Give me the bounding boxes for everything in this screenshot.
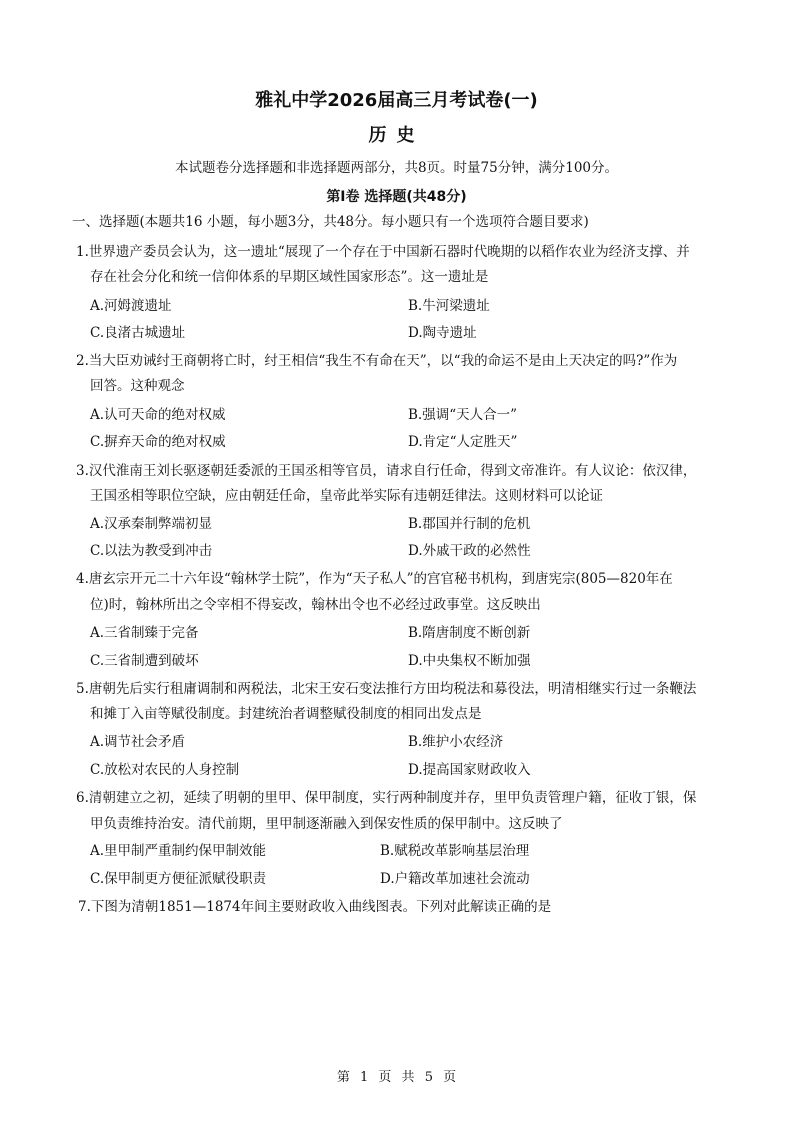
question-4-option-c: C.三省制遭到破坏 bbox=[90, 653, 199, 669]
question-4-option-d: D.中央集权不断加强 bbox=[408, 653, 531, 669]
exam-intro: 本试题卷分选择题和非选择题两部分，共8页。时量75分钟，满分100分。 bbox=[174, 160, 619, 176]
question-3-option-a: A.汉承秦制弊端初显 bbox=[90, 516, 213, 532]
question-6-option-b: B.赋税改革影响基层治理 bbox=[380, 843, 530, 859]
question-5-line-1: 5.唐朝先后实行租庸调制和两税法，北宋王安石变法推行方田均税法和募役法，明清相继实行过一条鞭法 bbox=[76, 681, 697, 697]
question-3-line-2: 王国丞相等职位空缺，应由朝廷任命，皇帝此举实际有违朝廷律法。这则材料可以论证 bbox=[90, 488, 603, 504]
question-3-option-b: B.郡国并行制的危机 bbox=[408, 516, 531, 532]
question-1-option-a: A.河姆渡遗址 bbox=[90, 298, 172, 314]
question-6-option-a: A.里甲制严重制约保甲制效能 bbox=[90, 843, 267, 859]
page-footer: 第 1 页 共 5 页 bbox=[336, 1070, 457, 1085]
question-2-option-a: A.认可天命的绝对权威 bbox=[90, 407, 226, 423]
question-5-option-c: C.放松对农民的人身控制 bbox=[90, 762, 240, 778]
question-2-option-d: D.肯定“人定胜天” bbox=[408, 434, 518, 450]
instructions: 一、选择题(本题共16 小题，每小题3分，共48分。每小题只有一个选项符合题目要求) bbox=[72, 214, 589, 230]
question-2-line-1: 2.当大臣劝诫纣王商朝将亡时，纣王相信“我生不有命在天”，以“我的命运不是由上天决定的吗?”作为 bbox=[76, 353, 678, 369]
question-1-option-d: D.陶寺遗址 bbox=[408, 325, 477, 341]
question-6-line-2: 甲负责维持治安。清代前期，里甲制逐渐融入到保安性质的保甲制中。这反映了 bbox=[90, 816, 563, 832]
question-7-line-1: 7.下图为清朝1851—1874年间主要财政收入曲线图表。下列对此解读正确的是 bbox=[78, 899, 552, 915]
question-6-option-c: C.保甲制更方便征派赋役职责 bbox=[90, 871, 267, 887]
question-2-line-2: 回答。这种观念 bbox=[90, 378, 185, 394]
question-3-option-c: C.以法为教受到冲击 bbox=[90, 543, 213, 559]
question-3-option-d: D.外戚干政的必然性 bbox=[408, 543, 531, 559]
question-4-option-b: B.隋唐制度不断创新 bbox=[408, 625, 531, 641]
question-4-line-2: 位)时，翰林所出之令宰相不得妄改，翰林出令也不必经过政事堂。这反映出 bbox=[90, 597, 541, 613]
question-1-line-1: 1.世界遗产委员会认为，这一遗址“展现了一个存在于中国新石器时代晚期的以稻作农业为经济支撑、并 bbox=[76, 244, 690, 260]
question-6-option-d: D.户籍改革加速社会流动 bbox=[380, 871, 530, 887]
question-1-option-b: B.牛河梁遗址 bbox=[408, 298, 490, 314]
question-5-line-2: 和摊丁入亩等赋役制度。封建统治者调整赋役制度的相同出发点是 bbox=[90, 706, 482, 722]
question-4-line-1: 4.唐玄宗开元二十六年设“翰林学士院”，作为“天子私人”的宫官秘书机构，到唐宪宗(805—820年在 bbox=[76, 571, 673, 587]
question-6-line-1: 6.清朝建立之初，延续了明朝的里甲、保甲制度，实行两种制度并存，里甲负责管理户籍，征收丁银，保 bbox=[76, 790, 697, 806]
subject-title: 历史 bbox=[368, 125, 425, 146]
question-1-option-c: C.良渚古城遗址 bbox=[90, 325, 186, 341]
question-4-option-a: A.三省制臻于完备 bbox=[90, 625, 199, 641]
question-5-option-b: B.维护小农经济 bbox=[408, 734, 504, 750]
section-heading: 第Ⅰ卷 选择题(共48分) bbox=[326, 189, 467, 205]
question-5-option-d: D.提高国家财政收入 bbox=[408, 762, 531, 778]
question-5-option-a: A.调节社会矛盾 bbox=[90, 734, 186, 750]
exam-title: 雅礼中学2026届高三月考试卷(一) bbox=[255, 90, 538, 111]
question-2-option-c: C.摒弃天命的绝对权威 bbox=[90, 434, 226, 450]
question-3-line-1: 3.汉代淮南王刘长驱逐朝廷委派的王国丞相等官员，请求自行任命，得到文帝准许。有人议论：依汉律， bbox=[76, 463, 697, 479]
question-1-line-2: 存在社会分化和统一信仰体系的早期区域性国家形态”。这一遗址是 bbox=[90, 269, 489, 285]
question-2-option-b: B.强调“天人合一” bbox=[408, 407, 518, 423]
